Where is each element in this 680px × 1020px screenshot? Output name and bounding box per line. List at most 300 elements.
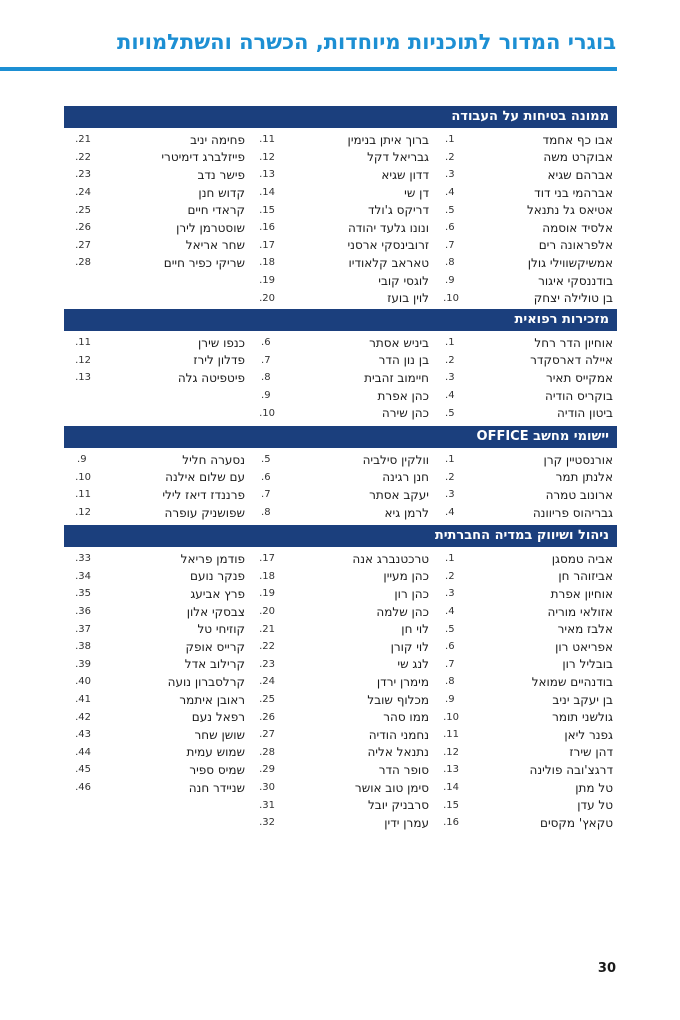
item-name: בודנהיים שמואל [531, 674, 613, 689]
list-item [433, 761, 617, 779]
item-number: 18. [259, 570, 275, 582]
name-column [433, 550, 617, 832]
list-item [433, 656, 617, 674]
item-number: 9. [445, 275, 455, 287]
list-item [65, 638, 249, 656]
item-number: 4. [445, 390, 455, 402]
item-number: 13. [259, 169, 275, 181]
list-item [65, 369, 249, 387]
item-number: 10. [443, 292, 459, 304]
item-number: 39. [75, 658, 91, 670]
item-name: יעקב אסתר [369, 487, 429, 502]
item-name: סופר הדר [378, 762, 429, 777]
item-name: פנקר נועם [190, 569, 245, 584]
item-name: קוזיחי טל [197, 622, 245, 637]
item-number: 21. [75, 134, 91, 146]
item-name: בן נון הדר [378, 353, 429, 368]
item-name: לוגסי קובי [378, 273, 429, 288]
list-item [433, 585, 617, 603]
item-number: 45. [75, 764, 91, 776]
section-header: ניהול ושיווק במדיה החברתית [64, 525, 617, 547]
item-number: 7. [261, 489, 271, 501]
list-item [249, 352, 433, 370]
item-number: 16. [443, 817, 459, 829]
item-number: 27. [259, 729, 275, 741]
list-item [65, 585, 249, 603]
list-item [249, 272, 433, 290]
list-item [65, 504, 249, 522]
list-item [65, 779, 249, 797]
list-item [433, 814, 617, 832]
list-item [65, 673, 249, 691]
item-number: 8. [445, 676, 455, 688]
section-header: יישומי מחשב OFFICE [64, 426, 617, 448]
item-number: 33. [75, 553, 91, 565]
name-column [65, 131, 249, 307]
item-name: דן שי [404, 185, 429, 200]
item-name: גבריאל דקל [367, 150, 429, 165]
item-number: 24. [75, 187, 91, 199]
item-number: 30. [259, 782, 275, 794]
item-name: גולשני תומר [552, 710, 613, 725]
item-number: 3. [445, 588, 455, 600]
item-name: צבסקי אלון [186, 604, 245, 619]
name-column [249, 451, 433, 521]
item-number: 6. [261, 471, 271, 483]
item-name: פחימה יניב [190, 132, 245, 147]
item-number: 42. [75, 711, 91, 723]
item-name: ברוך איתן בנימין [347, 132, 429, 147]
item-name: נתנאל אליה [367, 745, 429, 760]
item-name: לרמן גיא [384, 505, 429, 520]
item-name: אוחיון אפרת [550, 586, 613, 601]
item-number: 3. [445, 169, 455, 181]
item-name: שמוש עמית [186, 745, 245, 760]
item-name: רפאל נעם [191, 710, 245, 725]
item-number: 9. [261, 390, 271, 402]
item-number: 29. [259, 764, 275, 776]
list-item [65, 486, 249, 504]
item-number: 26. [75, 222, 91, 234]
item-name: פודמן פריאל [180, 551, 245, 566]
item-name: אלנתן תמר [555, 470, 613, 485]
item-number: 1. [445, 134, 455, 146]
list-item [249, 387, 433, 405]
list-item [65, 451, 249, 469]
list-item [433, 451, 617, 469]
item-name: גבריהוס פריוונה [532, 505, 613, 520]
item-name: דדון שגיא [381, 167, 429, 182]
item-number: 23. [75, 169, 91, 181]
item-name: קרילוב אדל [184, 657, 245, 672]
item-name: טל עדן [577, 798, 613, 813]
section-columns [64, 550, 617, 832]
section-header: ממונה בטיחות על העבודה [64, 106, 617, 128]
item-number: 14. [443, 782, 459, 794]
item-number: 5. [445, 407, 455, 419]
list-item [433, 691, 617, 709]
item-number: 2. [445, 354, 455, 366]
item-name: מכלוף שובל [367, 692, 429, 707]
item-name: פרננדז דיאז לילי [162, 487, 245, 502]
list-item [249, 166, 433, 184]
item-number: 2. [445, 151, 455, 163]
list-item [65, 219, 249, 237]
item-number: 1. [445, 337, 455, 349]
item-name: שפושניק עופרה [164, 505, 245, 520]
item-name: אוחיון הדר רחל [534, 335, 613, 350]
item-number: 26. [259, 711, 275, 723]
list-item [249, 201, 433, 219]
item-name: טל מתן [575, 780, 613, 795]
list-item [249, 620, 433, 638]
list-item [433, 550, 617, 568]
item-number: 25. [75, 204, 91, 216]
item-number: 7. [445, 239, 455, 251]
item-name: פדלון לירז [193, 353, 245, 368]
item-name: דרגצ'ובה פולינה [529, 762, 613, 777]
item-number: 1. [445, 454, 455, 466]
list-item [249, 603, 433, 621]
item-number: 32. [259, 817, 275, 829]
list-item [433, 673, 617, 691]
name-column [249, 550, 433, 832]
section-social-media [64, 525, 617, 832]
item-number: 7. [445, 658, 455, 670]
item-name: אזולאי מוריה [547, 604, 613, 619]
item-name: דהן שירז [569, 745, 613, 760]
item-number: 12. [75, 354, 91, 366]
section-safety [64, 106, 617, 307]
item-name: ארונוב טמרה [545, 487, 613, 502]
item-name: ביטון הודיה [557, 406, 613, 421]
item-name: שושן שחר [194, 727, 245, 742]
list-item [65, 254, 249, 272]
item-name: כהן שירה [381, 406, 429, 421]
name-column [249, 131, 433, 307]
item-name: אמקייס תאיר [545, 370, 613, 385]
list-item [249, 761, 433, 779]
item-name: כהן רון [394, 586, 429, 601]
list-item [433, 638, 617, 656]
section-columns [64, 451, 617, 521]
item-name: אלבז מאיר [557, 622, 613, 637]
list-item [433, 254, 617, 272]
item-name: אטיאס גל נתנאל [526, 203, 613, 218]
section-office [64, 426, 617, 521]
item-name: אבוקרט משה [543, 150, 613, 165]
item-number: 19. [259, 588, 275, 600]
item-number: 11. [75, 337, 91, 349]
item-name: אברהמי בני דוד [534, 185, 613, 200]
item-name: עם שלום אילנה [165, 470, 245, 485]
item-number: 20. [259, 606, 275, 618]
list-item [249, 469, 433, 487]
list-item [249, 673, 433, 691]
item-number: 6. [445, 222, 455, 234]
list-item [65, 603, 249, 621]
item-name: סימן טוב אושר [354, 780, 429, 795]
list-item [65, 166, 249, 184]
list-item [249, 369, 433, 387]
list-item [433, 779, 617, 797]
item-name: פייזלברג דימיטרי [161, 150, 245, 165]
list-item [249, 779, 433, 797]
item-number: 27. [75, 239, 91, 251]
item-name: ראובן איתמר [179, 692, 245, 707]
item-name: ונונו גלעד יהודה [347, 220, 429, 235]
list-item [249, 585, 433, 603]
item-number: 28. [75, 257, 91, 269]
list-item [249, 184, 433, 202]
item-name: אלפראונה רים [538, 238, 613, 253]
item-number: 22. [75, 151, 91, 163]
item-name: פישר נדב [197, 167, 245, 182]
item-name: איילה דארסקדר [530, 353, 613, 368]
list-item [65, 352, 249, 370]
item-number: 4. [445, 187, 455, 199]
item-name: שוסטרמן לירן [176, 220, 245, 235]
item-name: לוין בועז [387, 291, 429, 306]
item-name: שמיס ספיר [189, 762, 245, 777]
item-number: 25. [259, 694, 275, 706]
item-name: טקאץ' מקסים [539, 815, 613, 830]
item-number: 34. [75, 570, 91, 582]
list-item [249, 404, 433, 422]
list-item [433, 603, 617, 621]
item-number: 23. [259, 658, 275, 670]
list-item [65, 761, 249, 779]
list-item [433, 272, 617, 290]
list-item [249, 451, 433, 469]
item-number: 4. [445, 606, 455, 618]
item-number: 10. [259, 407, 275, 419]
list-item [249, 504, 433, 522]
list-item [433, 184, 617, 202]
name-column [433, 334, 617, 422]
list-item [65, 691, 249, 709]
item-name: אמשיקשווילי גולן [527, 255, 613, 270]
list-item [433, 469, 617, 487]
list-item [65, 469, 249, 487]
item-number: 6. [445, 641, 455, 653]
name-column [433, 451, 617, 521]
item-number: 3. [445, 372, 455, 384]
item-name: אבו כף אחמד [542, 132, 613, 147]
list-item [65, 726, 249, 744]
item-name: דריקס ג'ולד [367, 203, 429, 218]
item-number: 36. [75, 606, 91, 618]
list-item [433, 620, 617, 638]
item-name: לנג שי [397, 657, 429, 672]
list-item [433, 744, 617, 762]
item-name: כהן אפרת [377, 388, 429, 403]
list-item [249, 814, 433, 832]
list-item [249, 334, 433, 352]
item-name: בובליל רון [562, 657, 613, 672]
item-number: 4. [445, 507, 455, 519]
item-number: 16. [259, 222, 275, 234]
list-item [249, 131, 433, 149]
list-item [433, 387, 617, 405]
list-item [433, 166, 617, 184]
list-item [249, 638, 433, 656]
list-item [249, 656, 433, 674]
page-number: 30 [597, 961, 616, 976]
list-item [65, 334, 249, 352]
list-item [433, 796, 617, 814]
item-name: שריקי כפיר חיים [163, 255, 245, 270]
list-item [433, 486, 617, 504]
item-number: 44. [75, 746, 91, 758]
item-number: 14. [259, 187, 275, 199]
list-item [65, 620, 249, 638]
name-column [433, 131, 617, 307]
title-rule [0, 67, 617, 71]
item-name: מימרן ירדן [376, 674, 429, 689]
item-name: כנפו שירן [198, 335, 245, 350]
item-name: פרץ אביעג [190, 586, 245, 601]
item-name: בן טולילה יצחק [533, 291, 613, 306]
item-number: 5. [445, 204, 455, 216]
list-item [433, 334, 617, 352]
item-number: 9. [445, 694, 455, 706]
item-name: קרייס אופק [185, 639, 245, 654]
list-item [249, 726, 433, 744]
item-number: 31. [259, 799, 275, 811]
list-item [433, 369, 617, 387]
item-name: אביזוהר חן [558, 569, 613, 584]
list-item [249, 254, 433, 272]
list-item [433, 237, 617, 255]
item-number: 1. [445, 553, 455, 565]
item-name: פיטפיטה גלה [177, 370, 245, 385]
item-number: 6. [261, 337, 271, 349]
item-name: חנן רגינה [382, 470, 429, 485]
name-column [65, 334, 249, 422]
list-item [249, 219, 433, 237]
list-item [433, 289, 617, 307]
item-number: 18. [259, 257, 275, 269]
item-number: 13. [443, 764, 459, 776]
list-item [249, 149, 433, 167]
item-number: 2. [445, 570, 455, 582]
item-number: 3. [445, 489, 455, 501]
item-name: גפנר ליאן [564, 727, 613, 742]
item-name: אפריאט רון [555, 639, 613, 654]
item-name: אברהם שגיא [547, 167, 613, 182]
item-number: 12. [443, 746, 459, 758]
item-name: ביניש אסתר [369, 335, 429, 350]
list-item [433, 708, 617, 726]
item-name: אביה טמסגן [551, 551, 613, 566]
list-item [433, 131, 617, 149]
list-item [249, 289, 433, 307]
list-item [249, 708, 433, 726]
item-name: נחמני הודיה [368, 727, 429, 742]
item-name: שחר אריאל [185, 238, 245, 253]
list-item [433, 404, 617, 422]
item-number: 13. [75, 372, 91, 384]
item-number: 46. [75, 782, 91, 794]
list-item [65, 744, 249, 762]
item-name: טאראב קלאודיו [348, 255, 429, 270]
list-item [249, 744, 433, 762]
item-name: קרלסברון נועה [167, 674, 245, 689]
item-name: בוקריס הודיה [545, 388, 613, 403]
item-number: 22. [259, 641, 275, 653]
item-number: 21. [259, 623, 275, 635]
item-number: 5. [445, 623, 455, 635]
item-number: 41. [75, 694, 91, 706]
list-item [249, 796, 433, 814]
list-item [249, 691, 433, 709]
list-item [433, 504, 617, 522]
item-number: 11. [75, 489, 91, 501]
item-name: קראדי חיים [187, 203, 245, 218]
item-number: 37. [75, 623, 91, 635]
item-name: כהן מעיין [383, 569, 429, 584]
item-name: וולקין סילביה [362, 452, 429, 467]
item-name: סרבניק יובל [367, 798, 429, 813]
item-name: בן יעקב יניב [552, 692, 613, 707]
list-item [65, 131, 249, 149]
section-header: מזכירות רפואית [64, 309, 617, 331]
item-number: 7. [261, 354, 271, 366]
list-item [65, 568, 249, 586]
item-number: 43. [75, 729, 91, 741]
item-name: שניידר חנה [188, 780, 245, 795]
list-item [433, 568, 617, 586]
list-item [65, 184, 249, 202]
item-number: 40. [75, 676, 91, 688]
item-name: חיימוב זהבית [364, 370, 429, 385]
list-item [65, 656, 249, 674]
section-columns [64, 334, 617, 422]
item-number: 5. [261, 454, 271, 466]
name-column [65, 451, 249, 521]
item-name: טרכטנברג אנה [352, 551, 429, 566]
list-item [65, 201, 249, 219]
item-name: עמרן ידין [384, 815, 429, 830]
list-item [65, 237, 249, 255]
item-number: 11. [259, 134, 275, 146]
item-name: אלסיד אוסמה [542, 220, 613, 235]
list-item [433, 201, 617, 219]
item-number: 10. [75, 471, 91, 483]
item-number: 12. [75, 507, 91, 519]
page-title: בוגרי המדור לתוכניות מיוחדות, הכשרה והשתלמויות [117, 30, 616, 54]
section-medical-secretary [64, 309, 617, 422]
list-item [433, 219, 617, 237]
name-column [249, 334, 433, 422]
list-item [433, 149, 617, 167]
item-number: 15. [259, 204, 275, 216]
list-item [249, 237, 433, 255]
item-name: ממו סהר [383, 710, 429, 725]
item-name: נסערה חליל [182, 452, 245, 467]
item-number: 2. [445, 471, 455, 483]
item-number: 24. [259, 676, 275, 688]
section-columns [64, 131, 617, 307]
list-item [65, 708, 249, 726]
item-name: קדוש חנן [198, 185, 245, 200]
name-column [65, 550, 249, 832]
item-name: בודננסקי איגור [538, 273, 613, 288]
item-number: 19. [259, 275, 275, 287]
list-item [249, 486, 433, 504]
list-item [249, 568, 433, 586]
